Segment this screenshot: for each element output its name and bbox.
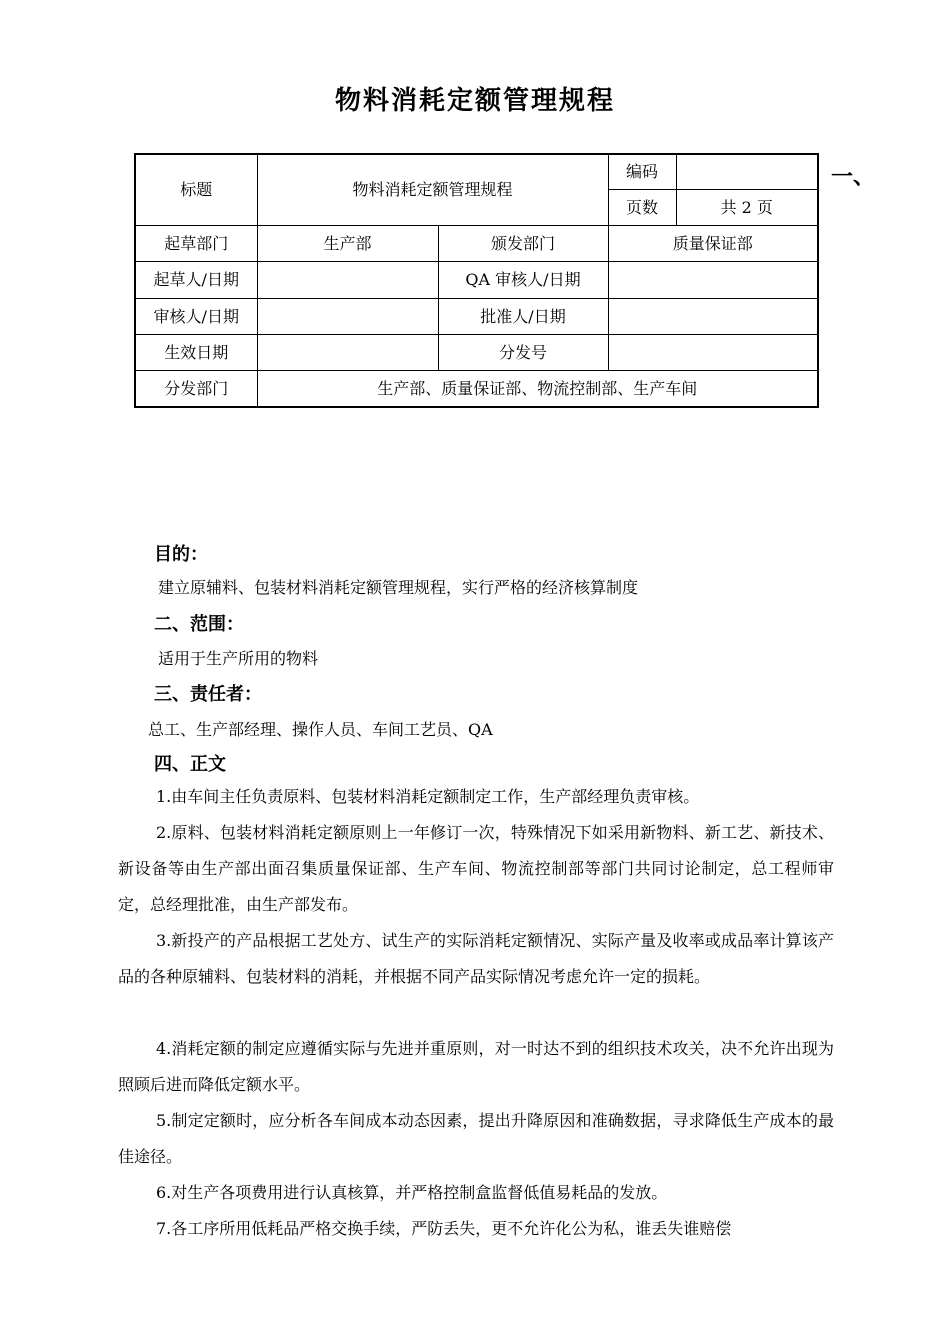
distribution-dept-label: 分发部门	[135, 371, 257, 407]
distribution-no-value	[608, 334, 818, 370]
qa-reviewer-value	[608, 262, 818, 298]
issue-dept-value: 质量保证部	[608, 226, 818, 262]
paragraph-5: 5.制定定额时，应分析各车间成本动态因素，提出升降原因和准确数据，寻求降低生产成本的最佳途径。	[118, 1111, 834, 1166]
code-value	[676, 154, 818, 189]
drafter-value	[257, 262, 438, 298]
effective-date-label: 生效日期	[135, 334, 257, 370]
paragraph-3: 3.新投产的产品根据工艺处方、试生产的实际消耗定额情况、实际产量及收率或成品率计算该产品的各种原辅料、包装材料的消耗，并根据不同产品实际情况考虑允许一定的损耗。	[118, 931, 834, 986]
section-one-marker: 一、	[831, 164, 876, 190]
scope-heading: 二、范围：	[154, 614, 244, 635]
title-value: 物料消耗定额管理规程	[257, 154, 608, 226]
paragraph-2: 2.原料、包装材料消耗定额原则上一年修订一次，特殊情况下如采用新物料、新工艺、新技术、新设备等由生产部出面召集质量保证部、生产车间、物流控制部等部门共同讨论制定，总工程师审定，总经理批准，由生产部发布。	[118, 823, 834, 914]
header-table	[134, 153, 819, 408]
responsibility-text: 总工、生产部经理、操作人员、车间工艺员、QA	[148, 720, 493, 739]
responsibility-heading: 三、责任者：	[154, 684, 262, 705]
purpose-text: 建立原辅料、包装材料消耗定额管理规程，实行严格的经济核算制度	[158, 578, 639, 597]
paragraph-6: 6.对生产各项费用进行认真核算，并严格控制盒监督低值易耗品的发放。	[156, 1183, 668, 1202]
code-label: 编码	[608, 154, 676, 189]
scope-text: 适用于生产所用的物料	[158, 649, 319, 668]
qa-reviewer-label: QA 审核人/日期	[438, 262, 608, 298]
paragraph-4: 4.消耗定额的制定应遵循实际与先进并重原则，对一时达不到的组织技术攻关，决不允许出现为照顾后进而降低定额水平。	[118, 1039, 834, 1094]
paragraph-1: 1.由车间主任负责原料、包装材料消耗定额制定工作，生产部经理负责审核。	[156, 787, 700, 806]
draft-dept-label: 起草部门	[135, 226, 257, 262]
approver-value	[608, 298, 818, 334]
pages-label: 页数	[608, 189, 676, 225]
purpose-heading: 目的：	[154, 544, 208, 565]
draft-dept-value: 生产部	[257, 226, 438, 262]
distribution-dept-value: 生产部、质量保证部、物流控制部、生产车间	[257, 371, 818, 407]
approver-label: 批准人/日期	[438, 298, 608, 334]
title-label: 标题	[135, 154, 257, 226]
paragraph-7: 7.各工序所用低耗品严格交换手续，严防丢失，更不允许化公为私，谁丢失谁赔偿	[156, 1219, 732, 1238]
document-title: 物料消耗定额管理规程	[334, 86, 615, 116]
body-heading: 四、正文	[154, 754, 226, 775]
drafter-label: 起草人/日期	[135, 262, 257, 298]
reviewer-value	[257, 298, 438, 334]
effective-date-value	[257, 334, 438, 370]
pages-value: 共 2 页	[676, 189, 818, 225]
distribution-no-label: 分发号	[438, 334, 608, 370]
issue-dept-label: 颁发部门	[438, 226, 608, 262]
reviewer-label: 审核人/日期	[135, 298, 257, 334]
